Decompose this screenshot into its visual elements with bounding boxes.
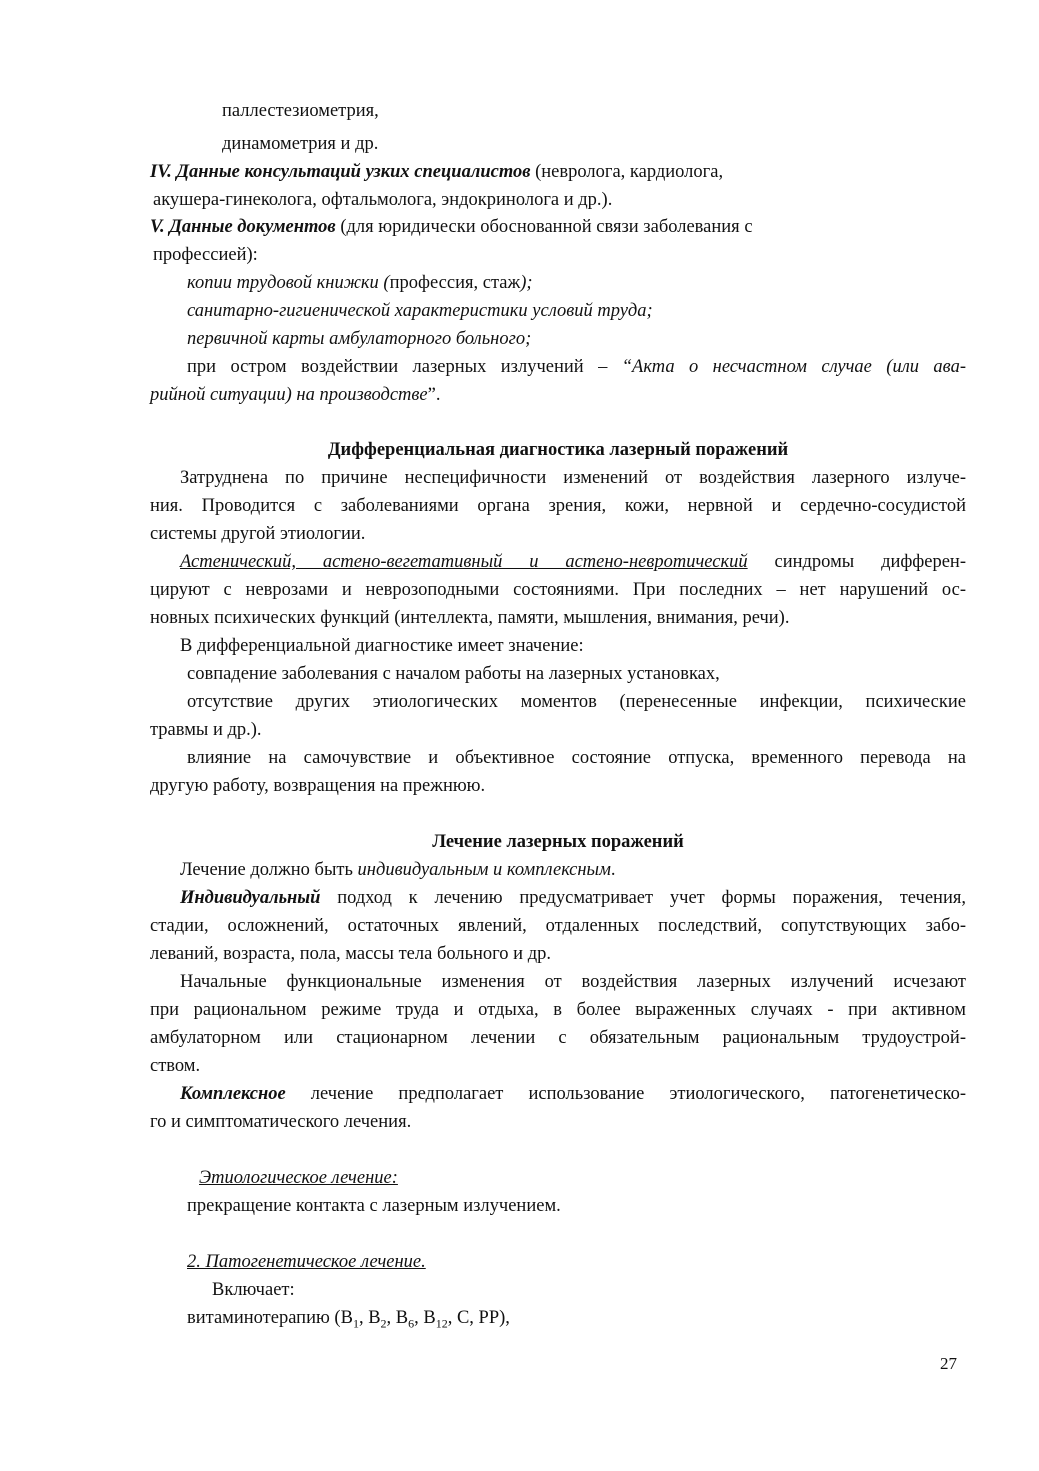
list-item	[187, 355, 966, 379]
paragraph-line	[180, 886, 966, 910]
section-title: Дифференциальная диагностика лазерный поражений	[327, 440, 789, 460]
list-item: санитарно-гигиенической характеристики условий труда;	[187, 301, 653, 321]
paragraph-line: травмы и др.).	[150, 720, 262, 740]
paragraph-line: новных психических функций (интеллекта, памяти, мышления, внимания, речи).	[150, 608, 790, 628]
paragraph-line: цируют с неврозами и неврозоподными состояниями. При последних – нет нарушений ос-	[150, 580, 966, 600]
paragraph-line	[180, 550, 966, 574]
text-line: профессией):	[153, 245, 258, 265]
text-span: .	[610, 860, 616, 880]
paragraph-line: системы другой этиологии.	[150, 524, 366, 544]
section-iv-heading: IV. Данные консультаций узких специалистов	[150, 162, 531, 182]
text-span: при остром воздействии лазерных излучений –	[187, 357, 622, 377]
list-item: первичной карты амбулаторного больного;	[187, 329, 532, 349]
paragraph-line: другую работу, возвращения на прежнюю.	[150, 776, 486, 796]
subscript: 2	[380, 1316, 387, 1331]
text-line: акушера-гинеколога, офтальмолога, эндокринолога и др.).	[153, 190, 613, 210]
text-line: паллестезиометрия,	[222, 101, 379, 121]
section-iv-line	[150, 160, 723, 184]
text-span: , В	[358, 1308, 381, 1328]
text-span: профессия, стаж	[389, 273, 521, 293]
text-span: подход к лечению предусматривает учет формы поражения, течения,	[320, 888, 966, 908]
page-number: 27	[940, 1354, 957, 1373]
paragraph-line: стадии, осложнений, остаточных явлений, отдаленных последствий, сопутствующих забо-	[150, 916, 966, 936]
paragraph-line: Начальные функциональные изменения от воздействия лазерных излучений исчезают	[180, 972, 966, 992]
section-v-line	[150, 215, 753, 239]
text-span: , В	[414, 1308, 436, 1328]
subheading: 2. Патогенетическое лечение.	[187, 1252, 426, 1272]
text-span: );	[520, 273, 533, 293]
paragraph-line	[180, 1082, 966, 1106]
text-span: “Акта о несчастном случае (или ава-	[621, 357, 967, 377]
text-span: (невролога, кардиолога,	[530, 162, 724, 182]
text-span: , В	[386, 1308, 409, 1328]
text-span: , С, РР),	[447, 1308, 510, 1328]
subheading: Этиологическое лечение:	[199, 1168, 398, 1188]
text-span: лечение предполагает использование этиологического, патогенетическо-	[285, 1084, 966, 1104]
paragraph-line: леваний, возраста, пола, массы тела больного и др.	[150, 944, 551, 964]
subscript: 6	[408, 1316, 415, 1331]
paragraph-line: ния. Проводится с заболеваниями органа зрения, кожи, нервной и сердечно-сосудистой	[150, 496, 966, 516]
subscript: 12	[435, 1316, 448, 1331]
paragraph-line: го и симптоматического лечения.	[150, 1112, 412, 1132]
subscript: 1	[352, 1316, 359, 1331]
text-span: индивидуальным и комплексным	[357, 860, 611, 880]
section-title: Лечение лазерных поражений	[432, 832, 684, 852]
text-line: Включает:	[212, 1280, 295, 1300]
paragraph-line: Затруднена по причине неспецифичности изменений от воздействия лазерного излуче-	[180, 468, 966, 488]
list-item	[187, 1306, 510, 1330]
paragraph-line: при рациональном режиме труда и отдыха, в более выраженных случаях - при активном	[150, 1000, 966, 1020]
text-line	[150, 383, 441, 407]
paragraph-line: амбулаторном или стационарном лечении с обязательным рациональным трудоустрой-	[150, 1028, 966, 1048]
text-span: копии трудовой книжки (	[187, 273, 390, 293]
list-item	[187, 271, 533, 295]
text-span: Комплексное	[180, 1084, 286, 1104]
paragraph-line: В дифференциальной диагностике имеет значение:	[180, 636, 584, 656]
text-line: динамометрия и др.	[222, 134, 379, 154]
text-span: ”.	[427, 385, 441, 405]
list-item: отсутствие других этиологических моментов (перенесенные инфекции, психические	[187, 692, 966, 712]
section-v-heading: V. Данные документов	[150, 217, 336, 237]
text-span: витаминотерапию (В	[187, 1308, 353, 1328]
paragraph-line	[180, 858, 616, 882]
text-span: Астенический, астено-вегетативный и астено-невротический	[180, 552, 748, 572]
text-span: рийной ситуации) на производстве	[150, 385, 428, 405]
paragraph-line: ством.	[150, 1056, 201, 1076]
text-span: Индивидуальный	[180, 888, 321, 908]
text-span: (для юридически обоснованной связи заболевания с	[335, 217, 753, 237]
list-item: влияние на самочувствие и объективное состояние отпуска, временного перевода на	[187, 748, 966, 768]
text-span: Лечение должно быть	[180, 860, 358, 880]
list-item: совпадение заболевания с началом работы на лазерных установках,	[187, 664, 720, 684]
list-item: прекращение контакта с лазерным излучением.	[187, 1196, 561, 1216]
text-span: синдромы дифферен-	[747, 552, 966, 572]
